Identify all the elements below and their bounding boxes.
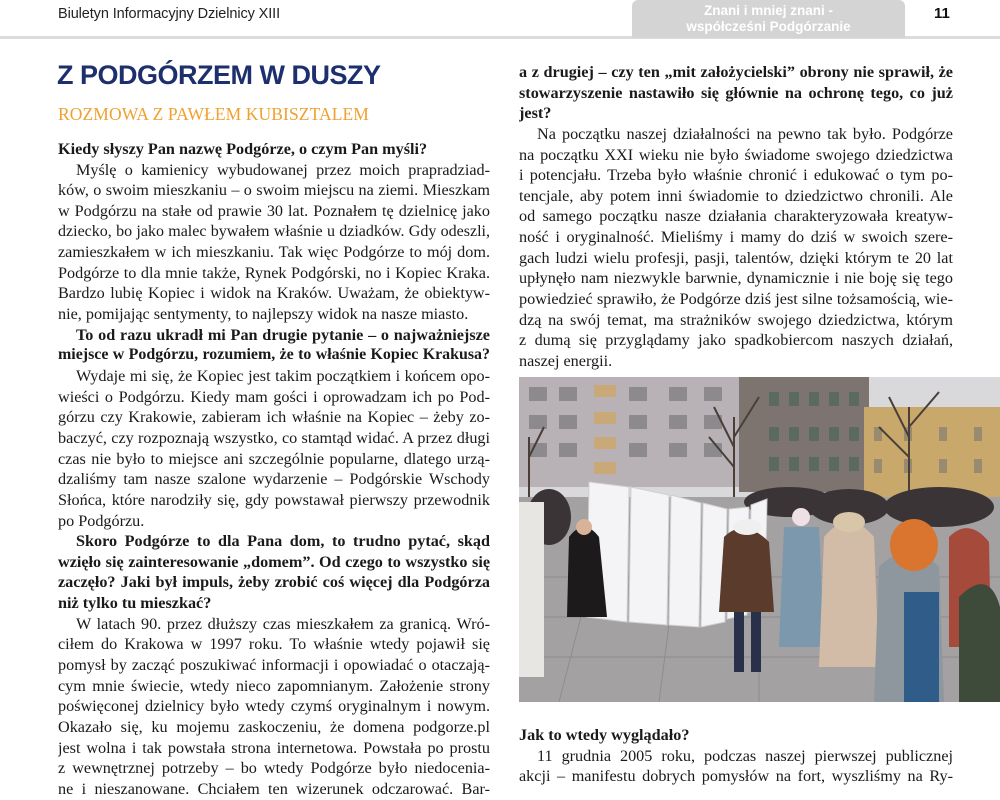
question-line: To od razu ukradł mi Pan drugie pytanie – o najważniejsze bbox=[76, 325, 490, 344]
right-column-bottom bbox=[519, 725, 953, 787]
answer-line: Słońca, które narodziły się, gdy powstawał pierwszy przewodnik bbox=[58, 490, 490, 509]
answer-line: Bardzo lubię Kopiec i widok na Kraków. Uważam, że obiektyw- bbox=[58, 284, 490, 303]
answer-line: wieści o Podgórzu. Kiedy mam gości i oprowadzam ich po Pod- bbox=[58, 387, 490, 406]
answer-line: cym mnie świecie, wtedy nieco zapomnianym. Założenie strony bbox=[58, 676, 490, 695]
answer-line: jest wolna i tak powstała strona internetowa. Powstała po prostu bbox=[58, 738, 490, 757]
answer-line: W latach 90. przez dłuższy czas mieszkałem za granicą. Wró- bbox=[76, 614, 490, 633]
right-column-top bbox=[519, 62, 953, 372]
answer-line: zamieszkałem w ich mieszkaniu. Tak więc Podgórze to mój dom. bbox=[58, 243, 490, 262]
question-line: a z drugiej – czy ten „mit założycielski” obrony nie sprawił, że bbox=[519, 63, 953, 81]
question-line: Jak to wtedy wyglądało? bbox=[519, 726, 690, 744]
answer-line: nie, pomijając sentymenty, to najlepszy widok na nasze miasto. bbox=[58, 305, 469, 324]
answer-line: i potencjału. Trzeba było właśnie chronić i edukować o tym po- bbox=[519, 166, 953, 185]
photo-illustration bbox=[519, 377, 1000, 702]
answer-line: od samego początku nasze działania charakteryzowała kreatyw- bbox=[519, 207, 953, 226]
article-subtitle: ROZMOWA Z PAWŁEM KUBISZTALEM bbox=[58, 104, 369, 124]
answer-line: tencjale, aby potem inni świadomie to dziedzictwo chronili. Ale bbox=[519, 186, 953, 205]
answer-line: w Podgórzu na stałe od prawie 30 lat. Poznałem tę dzielnicę jako bbox=[58, 201, 490, 220]
answer-line: na początku XXI wieku nie było świadome swojego dziedzictwa bbox=[519, 145, 953, 164]
question-line: wzięło się zainteresowanie „domem”. Od czego to wszystko się bbox=[58, 552, 490, 571]
question-line: stowarzyszenie nastawiło się głównie na ochronę tego, co już bbox=[519, 83, 953, 102]
answer-line: akcji – manifestu dobrych pomysłów na fort, wyszliśmy na Ry- bbox=[519, 767, 953, 786]
question-line: niż tylko tu mieszkać? bbox=[58, 594, 212, 613]
answer-line: po Podgórzu. bbox=[58, 511, 145, 530]
answer-line: ków, o swoim mieszkaniu – o swoim miejscu na ziemi. Mieszkam bbox=[58, 181, 490, 200]
answer-line: upłynęło nam niezwykle barwnie, dynamicznie i nie boję się tego bbox=[519, 269, 953, 288]
publication-title: Biuletyn Informacyjny Dzielnicy XIII bbox=[58, 6, 281, 22]
answer-line: czas nie było to miejsce ani szczególnie popularne, dlatego urzą- bbox=[58, 449, 490, 468]
answer-line: pomysł by zacząć poszukiwać informacji i opowiadać o otaczają- bbox=[58, 656, 490, 675]
section-tab bbox=[632, 0, 905, 38]
answer-line: 11 grudnia 2005 roku, podczas naszej pierwszej publicznej bbox=[537, 746, 953, 765]
left-column bbox=[58, 139, 490, 800]
article-title: Z PODGÓRZEM W DUSZY bbox=[57, 60, 381, 90]
answer-line: dzą na swój temat, ma strażników swojego dziedzictwa, którym bbox=[519, 310, 953, 329]
question-line: zaczęło? Jaki był impuls, żeby zrobić coś więcej dla Podgórza bbox=[58, 573, 490, 592]
answer-line: powiedzieć sprawiło, że Podgórze dziś jest silne tożsamością, wie- bbox=[519, 290, 953, 309]
question-line: Kiedy słyszy Pan nazwę Podgórze, o czym Pan myśli? bbox=[58, 140, 428, 158]
page-number: 11 bbox=[934, 5, 950, 22]
answer-line: poświęconej dzielnicy było wtedy czymś oryginalnym i nowym. bbox=[58, 697, 490, 716]
answer-line: ność i oryginalność. Mieliśmy i mamy do dziś w swoich szere- bbox=[519, 228, 953, 247]
answer-line: Myślę o kamienicy wybudowanej przez moich prapradziad- bbox=[76, 160, 490, 179]
answer-line: dzaliśmy tam nasze szalone wydarzenie – Podgórskie Wschody bbox=[58, 470, 490, 489]
answer-line: gach ludzi wielu profesji, pasji, talentów, dzięki którym te 20 lat bbox=[519, 248, 953, 267]
building-right bbox=[864, 407, 1000, 497]
answer-line: górzu czy Krakowie, zabieram ich właśnie na Kopiec – żeby zo- bbox=[58, 408, 490, 427]
section-tab-line-2: współcześni Podgórzanie bbox=[686, 19, 851, 34]
answer-line: baczyć, czy rozpoznają wszystko, co stamtąd widać. A przez długi bbox=[58, 428, 490, 447]
section-tab-line-1: Znani i mniej znani - bbox=[703, 3, 833, 18]
answer-line: z wewnętrznej potrzeby – bo wtedy Podgórze było niedocenia- bbox=[58, 759, 490, 778]
answer-line: Wydaje mi się, że Kopiec jest takim początkiem i końcem opo- bbox=[76, 367, 490, 386]
question-line: jest? bbox=[519, 104, 552, 123]
question-line: miejsce w Podgórzu, rozumiem, że to właśnie Kopiec Krakusa? bbox=[58, 346, 490, 364]
answer-line: z dumą się przyglądamy jako spadkobiercom naszych działań, bbox=[519, 331, 953, 350]
answer-line: naszej energii. bbox=[519, 351, 613, 370]
answer-line: ciłem do Krakowa w 1997 roku. To właśnie wtedy pojawił się bbox=[58, 635, 490, 654]
answer-line: Podgórze to dla mnie także, Rynek Podgórski, no i Kopiec Kraka. bbox=[58, 263, 490, 282]
question-line: Skoro Podgórze to dla Pana dom, to trudno pytać, skąd bbox=[76, 532, 490, 551]
answer-line: Na początku naszej działalności na pewno tak było. Podgórze bbox=[537, 124, 953, 143]
answer-line: ne i nieszanowane. Chciałem ten wizerunek odczarować. Bar- bbox=[58, 779, 490, 798]
answer-line: Okazało się, ku mojemu zaskoczeniu, że domena podgorze.pl bbox=[58, 717, 490, 736]
event-photo bbox=[519, 377, 1000, 702]
answer-line: dziecko, bo jako malec bywałem właśnie u dziadków. Gdy odeszli, bbox=[58, 222, 490, 240]
